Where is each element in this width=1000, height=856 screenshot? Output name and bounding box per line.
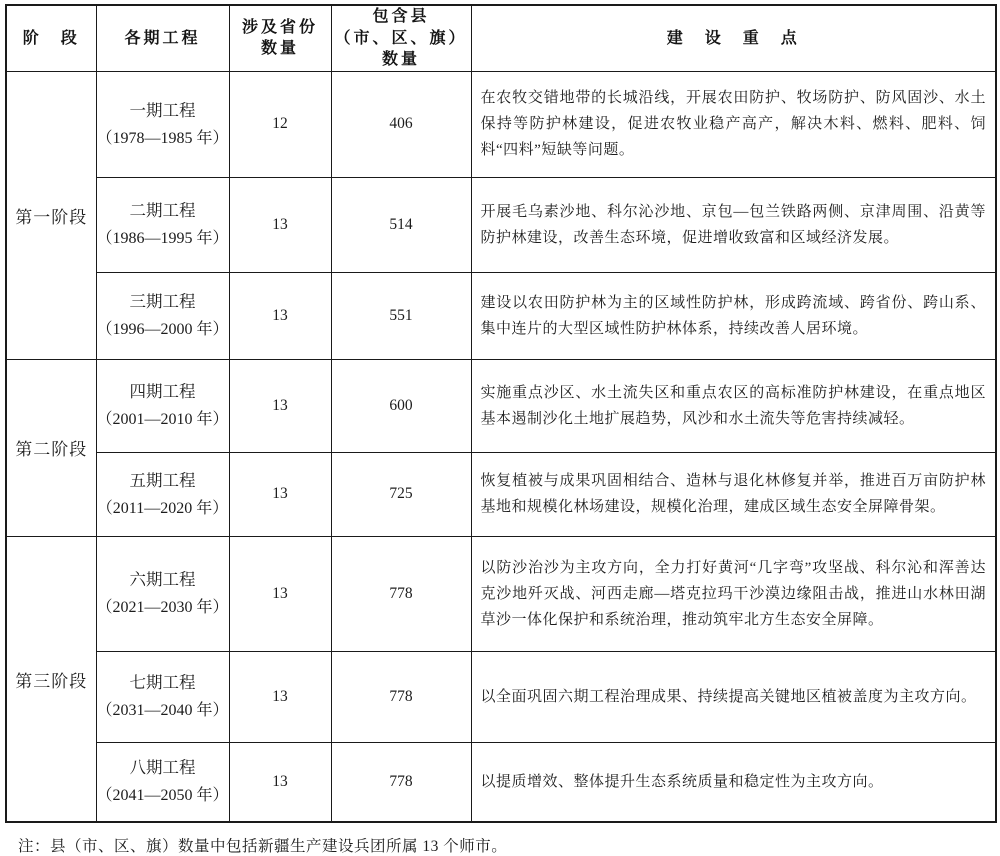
project-years: （1978—1985 年） (96, 129, 229, 147)
provinces-count: 13 (229, 177, 331, 272)
col-header-stage: 阶 段 (6, 5, 96, 71)
col-header-provinces (229, 5, 331, 71)
table-row-phase1 (6, 71, 996, 177)
table-row-phase2 (6, 177, 996, 272)
table-row-phase7 (6, 651, 996, 742)
project-years: （2031—2040 年） (96, 702, 229, 720)
provinces-count: 13 (229, 452, 331, 536)
project-cell (96, 452, 229, 536)
table-row-phase4 (6, 359, 996, 452)
provinces-count: 13 (229, 272, 331, 359)
project-name: 六期工程 (129, 570, 196, 590)
counties-count: 551 (331, 272, 471, 359)
counties-count: 725 (331, 452, 471, 536)
project-name: 一期工程 (129, 100, 196, 120)
counties-count: 406 (331, 71, 471, 177)
table-row-phase5 (6, 452, 996, 536)
construction-focus: 以提质增效、整体提升生态系统质量和稳定性为主攻方向。 (471, 742, 996, 822)
project-cell (96, 272, 229, 359)
construction-phases-table (5, 4, 997, 823)
construction-focus: 开展毛乌素沙地、科尔沁沙地、京包—包兰铁路两侧、京津周围、沿黄等防护林建设，改善生态环境，促进增收致富和区域经济发展。 (471, 177, 996, 272)
project-name: 四期工程 (129, 382, 196, 402)
project-years: （2041—2050 年） (96, 787, 229, 805)
counties-count: 778 (331, 742, 471, 822)
project-years: （2011—2020 年） (96, 499, 229, 517)
footnote: 注：县（市、区、旗）数量中包括新疆生产建设兵团所属 13 个师市。 (18, 838, 508, 856)
stage-cell-3: 第三阶段 (6, 536, 96, 822)
provinces-count: 13 (229, 742, 331, 822)
stage-cell-2: 第二阶段 (6, 359, 96, 536)
table-header-row (6, 5, 996, 71)
col-header-provinces-line1: 涉及省份 (241, 18, 318, 36)
project-years: （2001—2010 年） (96, 411, 229, 429)
project-cell (96, 536, 229, 651)
col-header-counties-line2: （市、区、旗）数量 (334, 29, 468, 69)
stage-cell-1: 第一阶段 (6, 71, 96, 359)
table-row-phase3 (6, 272, 996, 359)
project-cell (96, 359, 229, 452)
project-years: （2021—2030 年） (96, 599, 229, 617)
counties-count: 778 (331, 651, 471, 742)
col-header-counties-line1: 包含县 (372, 8, 430, 25)
construction-focus: 实施重点沙区、水土流失区和重点农区的高标准防护林建设，在重点地区基本遏制沙化土地扩展趋势，风沙和水土流失等危害持续减轻。 (471, 359, 996, 452)
project-name: 七期工程 (129, 673, 196, 693)
col-header-provinces-line2: 数量 (260, 40, 299, 58)
project-cell (96, 177, 229, 272)
project-cell (96, 71, 229, 177)
counties-count: 778 (331, 536, 471, 651)
col-header-focus: 建 设 重 点 (471, 5, 996, 71)
construction-focus: 恢复植被与成果巩固相结合、造林与退化林修复并举，推进百万亩防护林基地和规模化林场建设，规模化治理，建成区域生态安全屏障骨架。 (471, 452, 996, 536)
counties-count: 514 (331, 177, 471, 272)
project-cell (96, 742, 229, 822)
counties-count: 600 (331, 359, 471, 452)
col-header-counties (331, 5, 471, 71)
project-name: 二期工程 (129, 201, 196, 221)
provinces-count: 13 (229, 359, 331, 452)
construction-focus: 在农牧交错地带的长城沿线，开展农田防护、牧场防护、防风固沙、水土保持等防护林建设，促进农牧业稳产高产，解决木料、燃料、肥料、饲料“四料”短缺等问题。 (471, 71, 996, 177)
provinces-count: 13 (229, 536, 331, 651)
project-name: 五期工程 (129, 470, 196, 490)
col-header-project: 各期工程 (96, 5, 229, 71)
provinces-count: 12 (229, 71, 331, 177)
provinces-count: 13 (229, 651, 331, 742)
construction-focus: 建设以农田防护林为主的区域性防护林，形成跨流域、跨省份、跨山系、集中连片的大型区域性防护林体系，持续改善人居环境。 (471, 272, 996, 359)
project-years: （1996—2000 年） (96, 321, 229, 339)
table-row-phase8 (6, 742, 996, 822)
construction-focus: 以全面巩固六期工程治理成果、持续提高关键地区植被盖度为主攻方向。 (471, 651, 996, 742)
project-years: （1986—1995 年） (96, 230, 229, 248)
project-cell (96, 651, 229, 742)
project-name: 三期工程 (129, 292, 196, 312)
table-row-phase6 (6, 536, 996, 651)
project-name: 八期工程 (129, 758, 196, 778)
construction-focus: 以防沙治沙为主攻方向，全力打好黄河“几字弯”攻坚战、科尔沁和浑善达克沙地歼灭战、河西走廊—塔克拉玛干沙漠边缘阻击战，推进山水林田湖草沙一体化保护和系统治理，推动筑牢北方生态安全屏障。 (471, 536, 996, 651)
